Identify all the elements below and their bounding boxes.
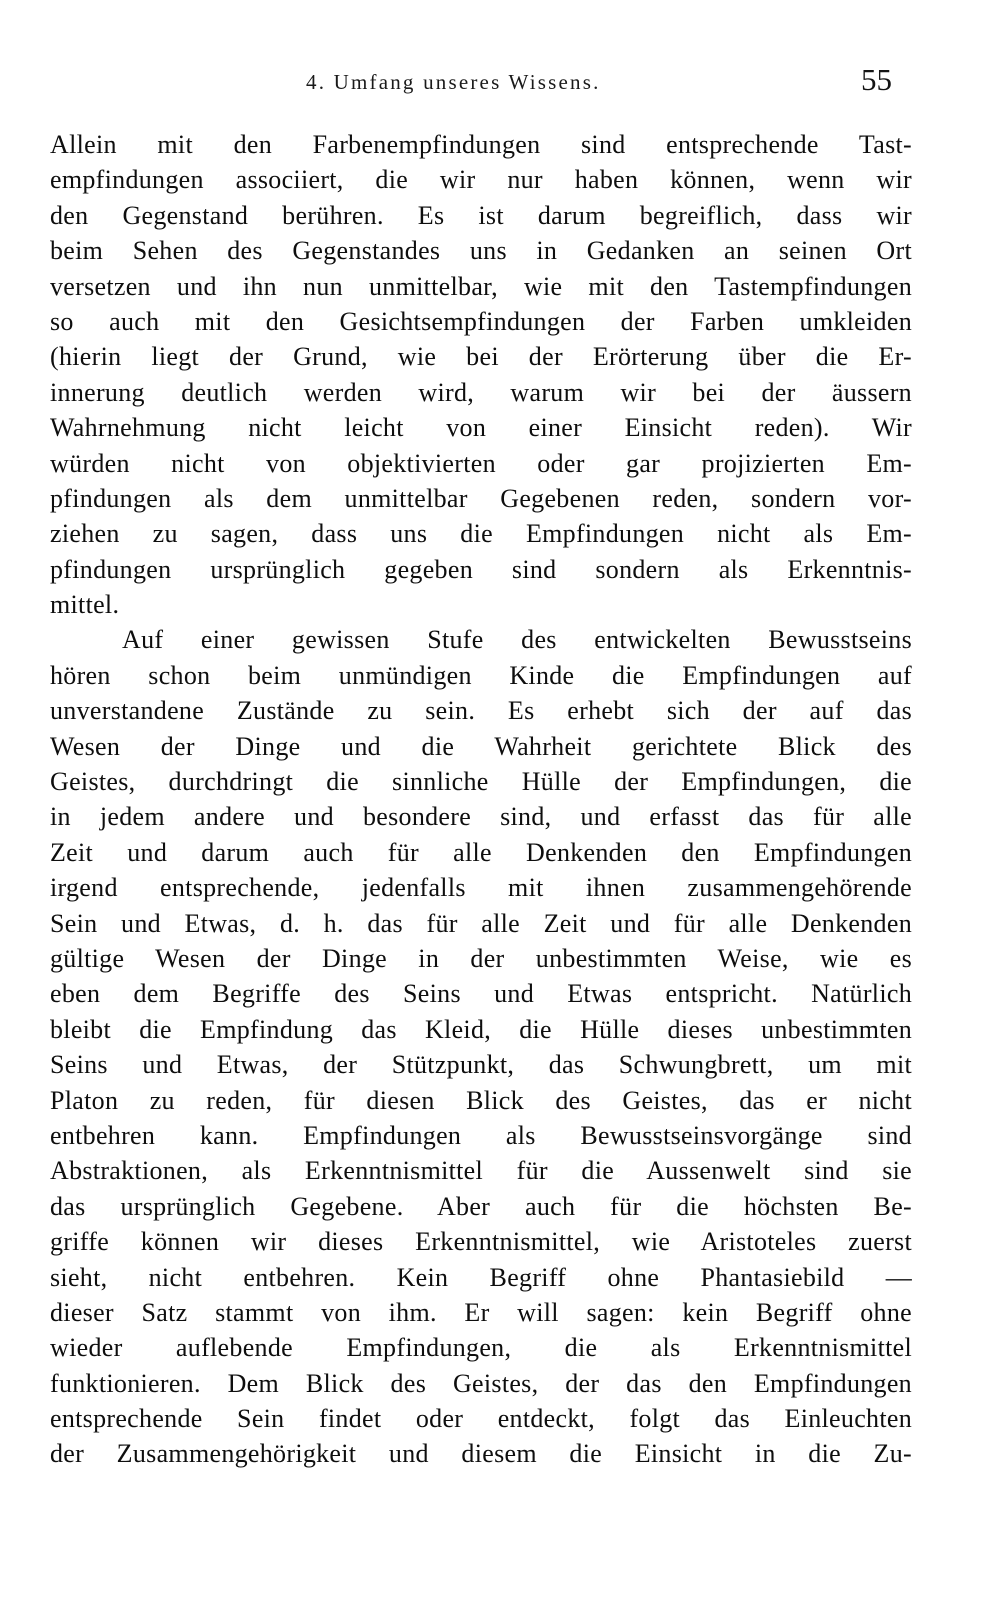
text-line: Auf einer gewissen Stufe des entwickelten Bewusstseins xyxy=(122,625,912,655)
text-line: gültige Wesen der Dinge in der unbestimmten Weise, wie es xyxy=(50,943,912,973)
text-line: in jedem andere und besondere sind, und erfasst das für alle xyxy=(50,802,912,832)
page-number: 55 xyxy=(861,62,892,97)
text-line: ziehen zu sagen, dass uns die Empfindungen nicht als Em- xyxy=(50,519,912,549)
text-line: so auch mit den Gesichtsempfindungen der Farben umkleiden xyxy=(50,306,912,336)
text-line: beim Sehen des Gegenstandes uns in Gedanken an seinen Ort xyxy=(50,236,912,266)
text-line: würden nicht von objektivierten oder gar projizierten Em- xyxy=(50,448,912,478)
text-line: eben dem Begriffe des Seins und Etwas entspricht. Natürlich xyxy=(50,979,912,1009)
text-line: Seins und Etwas, der Stützpunkt, das Schwungbrett, um mit xyxy=(50,1050,912,1080)
text-line: Geistes, durchdringt die sinnliche Hülle der Empfindungen, die xyxy=(50,767,912,797)
text-line: wieder auflebende Empfindungen, die als Erkenntnismittel xyxy=(50,1333,912,1363)
text-line: pfindungen ursprünglich gegeben sind sondern als Erkenntnis- xyxy=(50,554,912,584)
text-line: Sein und Etwas, d. h. das für alle Zeit und für alle Denkenden xyxy=(50,908,912,938)
text-line: Allein mit den Farbenempfindungen sind entsprechende Tast- xyxy=(50,130,912,159)
text-line: mittel. xyxy=(50,590,120,620)
text-line: sieht, nicht entbehren. Kein Begriff ohne Phantasiebild — xyxy=(50,1262,912,1292)
text-line: versetzen und ihn nun unmittelbar, wie mit den Tastempfindungen xyxy=(50,271,912,301)
text-line: Abstraktionen, als Erkenntnismittel für die Aussenwelt sind sie xyxy=(50,1156,912,1186)
text-line: bleibt die Empfindung das Kleid, die Hülle dieses unbestimmten xyxy=(50,1014,912,1044)
text-line: griffe können wir dieses Erkenntnismittel, wie Aristoteles zuerst xyxy=(50,1227,912,1257)
text-line: entbehren kann. Empfindungen als Bewusstseinsvorgänge sind xyxy=(50,1120,912,1150)
text-line: irgend entsprechende, jedenfalls mit ihnen zusammengehörende xyxy=(50,873,912,903)
text-line: Platon zu reden, für diesen Blick des Geistes, das er nicht xyxy=(50,1085,912,1115)
text-line: entsprechende Sein findet oder entdeckt, folgt das Einleuchten xyxy=(50,1404,912,1434)
text-line: das ursprünglich Gegebene. Aber auch für die höchsten Be- xyxy=(50,1191,912,1221)
text-line: dieser Satz stammt von ihm. Er will sagen: kein Begriff ohne xyxy=(50,1297,912,1327)
text-line: der Zusammengehörigkeit und diesem die Einsicht in die Zu- xyxy=(50,1439,912,1469)
text-line: innerung deutlich werden wird, warum wir bei der äussern xyxy=(50,377,912,407)
chapter-title: 4. Umfang unseres Wissens. xyxy=(306,70,601,94)
running-header xyxy=(0,0,1000,110)
text-line: Wahrnehmung nicht leicht von einer Einsicht reden). Wir xyxy=(50,413,912,443)
text-line: unverstandene Zustände zu sein. Es erhebt sich der auf das xyxy=(50,696,912,726)
body-text xyxy=(50,127,912,1472)
text-line: Wesen der Dinge und die Wahrheit gerichtete Blick des xyxy=(50,731,912,761)
text-line: funktionieren. Dem Blick des Geistes, der das den Empfindungen xyxy=(50,1368,912,1398)
text-line: (hierin liegt der Grund, wie bei der Erörterung über die Er- xyxy=(50,342,912,372)
text-line: den Gegenstand berühren. Es ist darum begreiflich, dass wir xyxy=(50,200,912,230)
text-line: pfindungen als dem unmittelbar Gegebenen reden, sondern vor- xyxy=(50,483,912,513)
text-line: empfindungen associiert, die wir nur haben können, wenn wir xyxy=(50,165,912,195)
text-line: hören schon beim unmündigen Kinde die Empfindungen auf xyxy=(50,660,912,690)
text-line: Zeit und darum auch für alle Denkenden den Empfindungen xyxy=(50,837,912,867)
